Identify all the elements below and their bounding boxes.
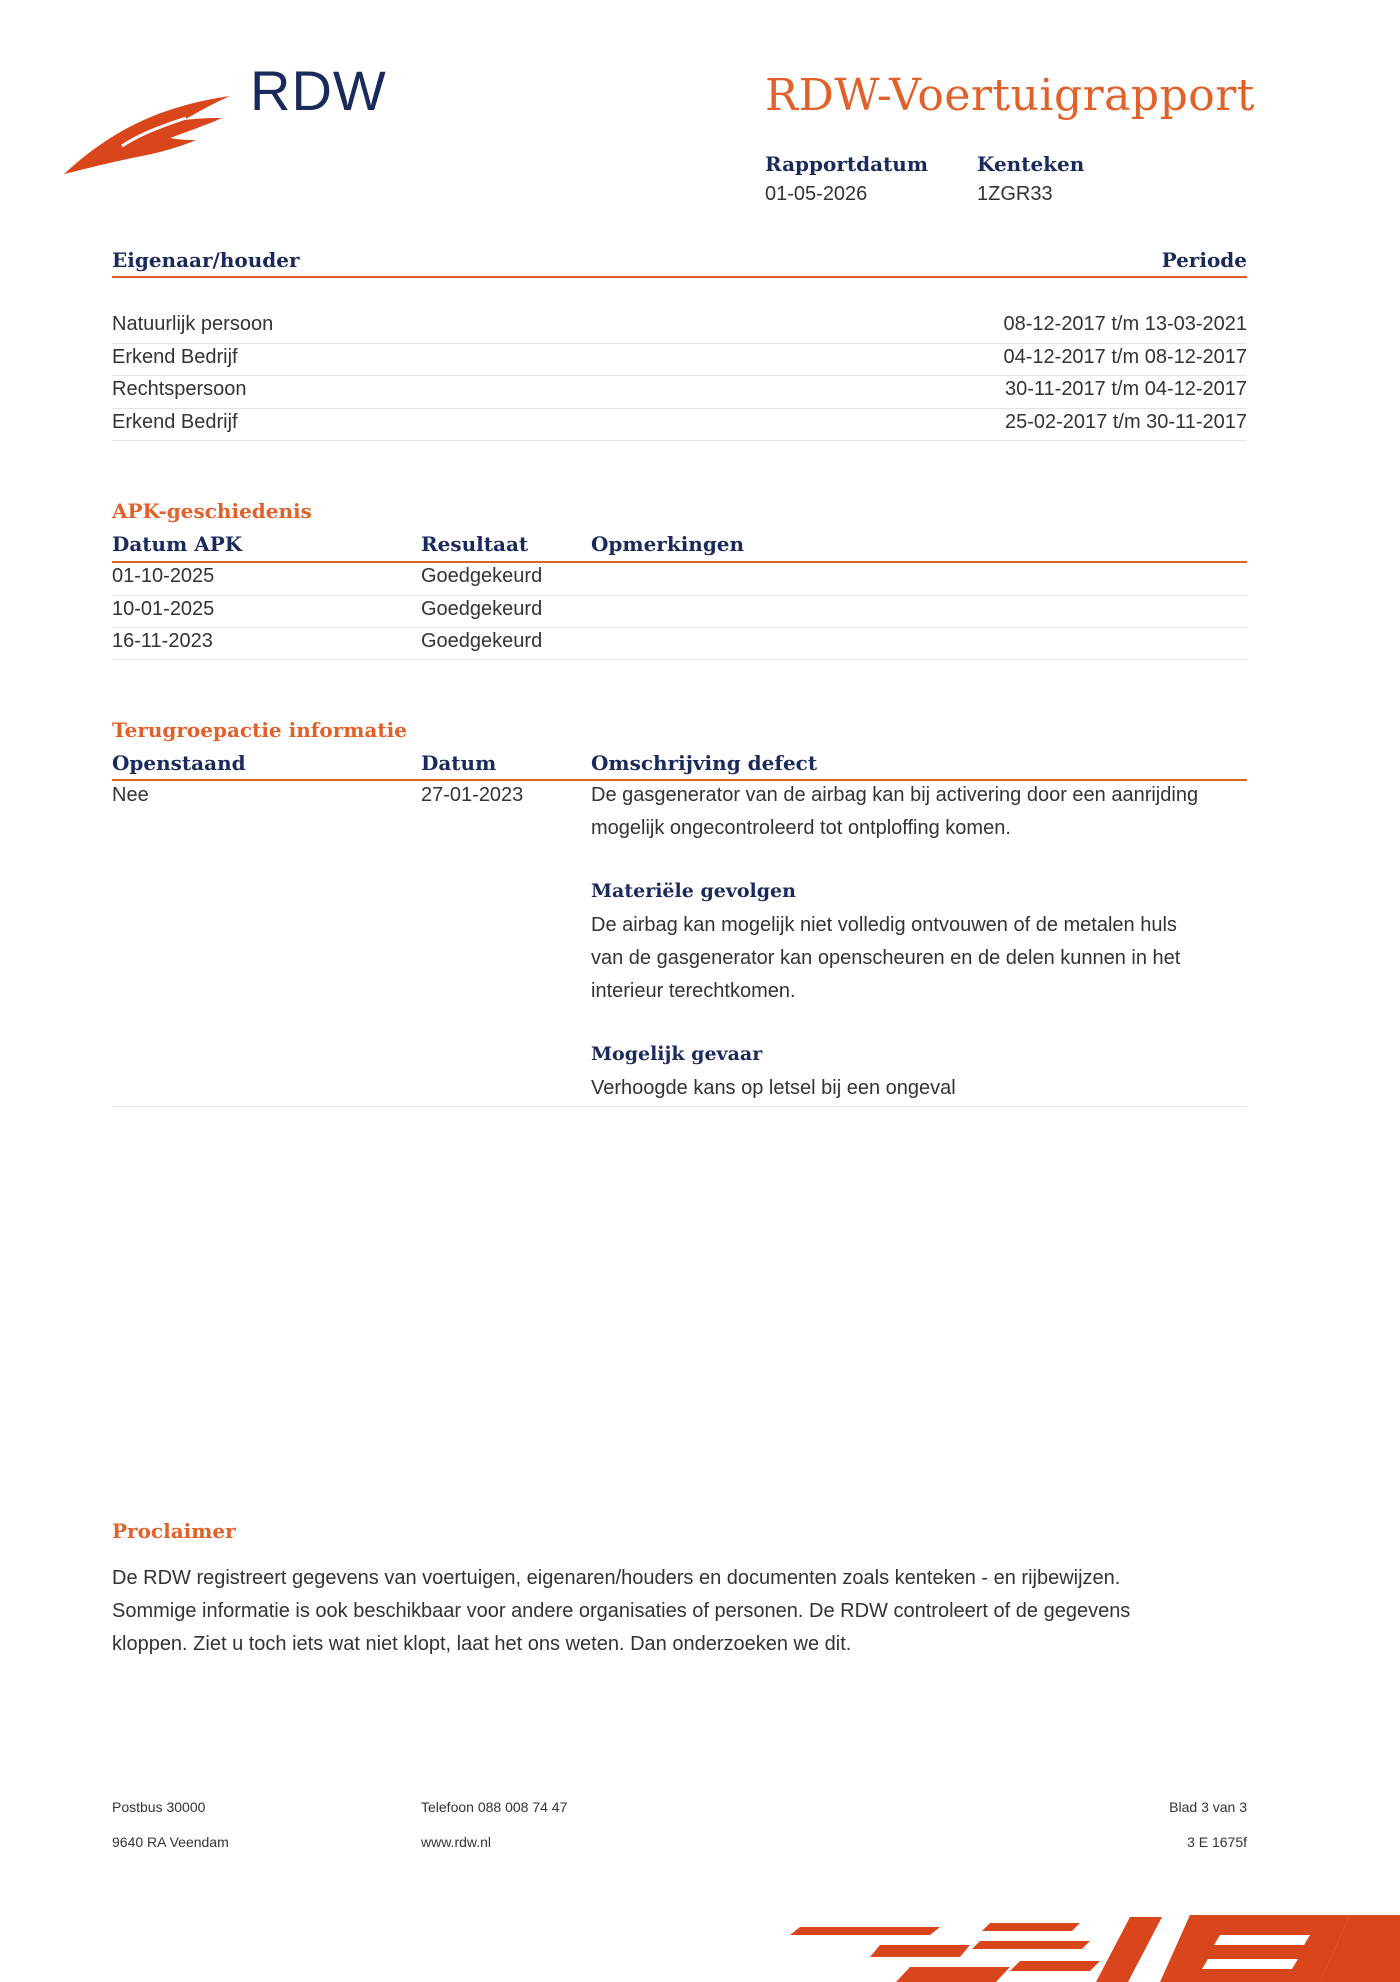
owner-row-3-period: 30-11-2017 t/m 04-12-2017 (1004, 378, 1247, 400)
footer-form-code: 3 E 1675f (1187, 1834, 1247, 1850)
rdw-logo-icon (62, 88, 232, 176)
apk-date-header: Datum APK (112, 532, 243, 556)
apk-row-2-result: Goedgekeurd (421, 598, 543, 620)
owner-row-2-owner: Erkend Bedrijf (112, 346, 238, 368)
owner-row-2-period: 04-12-2017 t/m 08-12-2017 (1003, 346, 1247, 368)
recall-section-title: Terugroepactie informatie (112, 718, 407, 742)
recall-open-value: Nee (112, 784, 149, 806)
consequences-title: Materiële gevolgen (591, 880, 796, 902)
owner-row-4-period: 25-02-2017 t/m 30-11-2017 (1004, 411, 1247, 433)
proclaimer-line: De RDW registreert gegevens van voertuigen, eigenaren/houders en documenten zoals kenteken - en rijbewijzen. (112, 1567, 1121, 1589)
row-divider (112, 440, 1247, 441)
consequences-line: De airbag kan mogelijk niet volledig ontvouwen of de metalen huls (591, 914, 1177, 936)
row-divider (112, 408, 1247, 409)
owner-row-1-owner: Natuurlijk persoon (112, 313, 274, 335)
owners-header-rule (112, 276, 1247, 278)
recall-date-header: Datum (421, 751, 497, 775)
row-divider (112, 659, 1247, 660)
proclaimer-line: kloppen. Ziet u toch iets wat niet klopt, laat het ons weten. Dan onderzoeken we dit. (112, 1633, 852, 1655)
row-divider (112, 627, 1247, 628)
apk-row-3-result: Goedgekeurd (421, 630, 543, 652)
owner-row-1-period: 08-12-2017 t/m 13-03-2021 (1003, 313, 1247, 335)
decorative-stripes-icon (790, 1905, 1400, 1982)
owner-row-3-owner: Rechtspersoon (112, 378, 247, 400)
consequences-line: interieur terechtkomen. (591, 980, 796, 1002)
apk-header-rule (112, 561, 1247, 563)
kenteken-value: 1ZGR33 (977, 183, 1053, 205)
owner-row-4-owner: Erkend Bedrijf (112, 411, 238, 433)
apk-row-1-date: 01-10-2025 (112, 565, 215, 587)
footer-phone: Telefoon 088 008 74 47 (421, 1799, 568, 1815)
proclaimer-text (112, 1562, 1130, 1661)
recall-open-header: Openstaand (112, 751, 246, 775)
apk-remarks-header: Opmerkingen (591, 532, 745, 556)
rapportdatum-label: Rapportdatum (765, 152, 929, 176)
owner-column-header: Eigenaar/houder (112, 248, 300, 272)
apk-row-2-date: 10-01-2025 (112, 598, 215, 620)
footer-city: 9640 RA Veendam (112, 1834, 229, 1850)
report-title: RDW-Voertuigrapport (765, 70, 1255, 121)
recall-desc-header: Omschrijving defect (591, 751, 818, 775)
footer-website-link[interactable]: www.rdw.nl (421, 1834, 492, 1850)
period-column-header: Periode (1161, 248, 1247, 272)
footer-postbus: Postbus 30000 (112, 1799, 206, 1815)
proclaimer-line: Sommige informatie is ook beschikbaar voor andere organisaties of personen. De RDW controleert of de gegevens (112, 1600, 1131, 1622)
footer-page-number: Blad 3 van 3 (1169, 1799, 1247, 1815)
kenteken-label: Kenteken (977, 152, 1085, 176)
recall-description (591, 779, 1198, 845)
row-divider (112, 1106, 1247, 1107)
row-divider (112, 375, 1247, 376)
row-divider (112, 343, 1247, 344)
recall-desc-line: De gasgenerator van de airbag kan bij activering door een aanrijding (591, 784, 1199, 806)
logo-wordmark: RDW (250, 59, 387, 122)
danger-title: Mogelijk gevaar (591, 1043, 763, 1065)
apk-section-title: APK-geschiedenis (112, 499, 312, 523)
apk-row-3-date: 16-11-2023 (112, 630, 213, 652)
rapportdatum-value: 01-05-2026 (765, 183, 868, 205)
proclaimer-title: Proclaimer (112, 1519, 236, 1543)
row-divider (112, 595, 1247, 596)
consequences-text (591, 909, 1180, 1008)
recall-desc-line: mogelijk ongecontroleerd tot ontploffing komen. (591, 817, 1011, 839)
apk-row-1-result: Goedgekeurd (421, 565, 543, 587)
recall-date-value: 27-01-2023 (421, 784, 524, 806)
consequences-line: van de gasgenerator kan openscheuren en de delen kunnen in het (591, 947, 1181, 969)
apk-result-header: Resultaat (421, 532, 529, 556)
danger-text: Verhoogde kans op letsel bij een ongeval (591, 1077, 956, 1099)
